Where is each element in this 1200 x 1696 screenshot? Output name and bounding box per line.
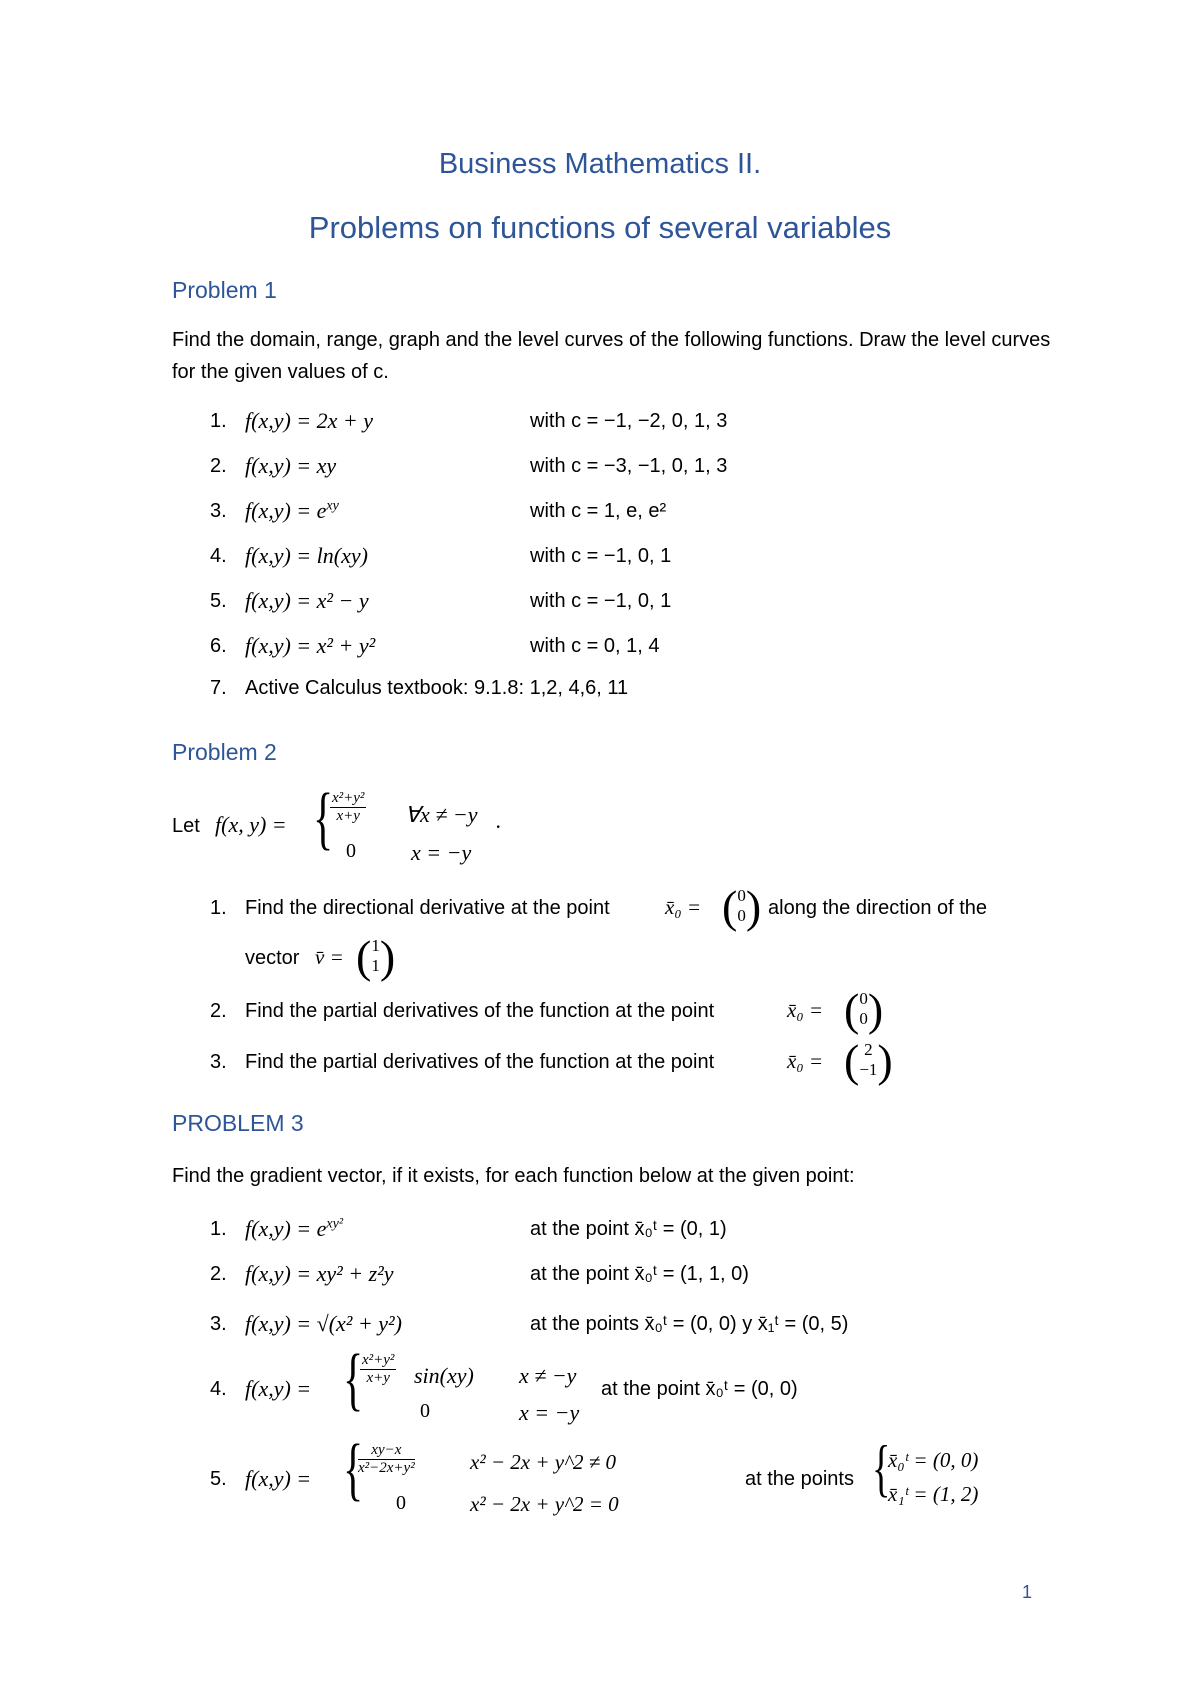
problem-3-item-5-number: 5. [210,1468,227,1490]
problem-2-let: Let [172,815,200,837]
problem-3-item-4-condition-1: x ≠ −y [519,1363,577,1388]
function-expression: f(x,y) = e [245,498,327,523]
vector-component: −1 [859,1060,878,1079]
problem-1-item-condition: with c = 1, e, e² [530,500,667,522]
problem-2-brace: { [313,780,334,857]
problem-3-item-number: 1. [210,1218,227,1240]
problem-3-item-5-fraction [358,1442,415,1477]
vector-component: 2 [864,1040,873,1059]
problem-1-item-function [245,633,375,659]
problem-3-item-function [245,1261,394,1287]
exponent: xy² [326,1216,344,1232]
problem-2-item-2-point-label: x̄₀ = [787,998,824,1022]
problem-2-fraction-numerator: x²+y² [332,790,365,806]
problem-3-item-5-point-2: x̄₁ᵗ = (1, 2) [888,1482,979,1506]
problem-2-item-3-number: 3. [210,1051,227,1073]
problem-3-item-4-rest: sin(xy) [414,1363,474,1388]
function-expression: f(x,y) = ln(xy) [245,543,368,568]
function-expression: f(x,y) = 2x + y [245,408,374,433]
fraction-denominator: x+y [366,1370,390,1386]
problem-3-item-5-condition-1: x² − 2x + y^2 ≠ 0 [470,1450,616,1474]
problem-1-item-number: 4. [210,545,227,567]
problem-3-item-condition: at the points x̄₀ᵗ = (0, 0) y x̄₁ᵗ = (0, 5) [530,1313,849,1335]
problem-3-item-4-tail: at the point x̄₀ᵗ = (0, 0) [601,1378,798,1400]
page-number: 1 [1022,1582,1033,1602]
problem-2-item-1-number: 1. [210,897,227,919]
problem-1-item-function [245,588,369,614]
problem-2-item-1-direction-vector: (1 1) [356,931,396,982]
problem-1-item-number: 3. [210,500,227,522]
problem-3-heading: PROBLEM 3 [172,1110,304,1136]
problem-2-heading: Problem 2 [172,739,277,765]
fraction-numerator: xy−x [358,1442,415,1460]
problem-3-item-4-value-2: 0 [420,1400,430,1422]
problem-3-item-5-condition-2: x² − 2x + y^2 = 0 [470,1492,619,1516]
problem-1-heading: Problem 1 [172,277,277,303]
problem-3-item-function [245,1311,402,1337]
problem-3-item-5-points-brace: { [872,1432,891,1503]
problem-2-case-1-condition: ∀x ≠ −y [405,802,478,827]
function-expression: f(x,y) = xy [245,453,337,478]
problem-1-item-function [245,453,336,479]
function-expression: f(x,y) = √(x² + y²) [245,1311,402,1336]
problem-1-item-number: 1. [210,410,227,432]
function-expression: f(x,y) = xy² + z²y [245,1261,394,1286]
problem-2-case-2-value: 0 [346,840,356,862]
problem-3-item-5-tail: at the points [745,1468,854,1490]
problem-3-item-4-brace: { [343,1341,364,1418]
problem-1-item-condition: with c = −1, 0, 1 [530,590,672,612]
problem-3-item-number: 3. [210,1313,227,1335]
problem-2-item-2-vector: (0 0) [844,984,884,1035]
problem-2-item-1-after: along the direction of the [768,897,988,919]
problem-2-fraction-denominator: x+y [336,808,360,824]
problem-2-item-1-point-label: x̄₀ = [665,895,702,919]
problem-3-item-4-lhs: f(x,y) = [245,1376,312,1401]
function-expression: f(x,y) = x² + y² [245,633,376,658]
problem-1-item-function [245,543,368,569]
problem-1-item-function [245,498,339,524]
problem-3-item-5-value-2: 0 [396,1492,406,1514]
problem-1-item-condition: with c = −3, −1, 0, 1, 3 [530,455,728,477]
problem-1-item-condition: with c = −1, −2, 0, 1, 3 [530,410,728,432]
problem-1-item-condition: with c = 0, 1, 4 [530,635,660,657]
problem-1-item-7-text: Active Calculus textbook: 9.1.8: 1,2, 4,6, 11 [245,677,629,699]
function-expression: f(x,y) = x² − y [245,588,369,613]
vector-component: 1 [371,956,380,975]
problem-2-fraction [330,790,366,825]
problem-2-item-1-text: Find the directional derivative at the point [245,897,610,919]
problem-3-item-5-brace: { [343,1431,364,1508]
problem-1-item-number: 2. [210,455,227,477]
problem-1-item-7-number: 7. [210,677,227,699]
vector-component: 0 [737,886,746,905]
problem-2-case-2-condition: x = −y [411,840,472,865]
problem-1-item-condition: with c = −1, 0, 1 [530,545,672,567]
vector-component: 1 [371,936,380,955]
problem-2-item-3-point-label: x̄₀ = [787,1049,824,1073]
problem-2-item-3-vector: ( 2 −1) [844,1035,893,1086]
problem-2-item-1-vector: (0 0) [722,881,762,932]
problem-2-function-lhs: f(x, y) = [215,812,287,837]
problem-3-intro: Find the gradient vector, if it exists, for each function below at the given point: [172,1165,855,1187]
problem-3-item-5-point-1: x̄₀ᵗ = (0, 0) [888,1448,979,1472]
vector-component: 0 [859,1009,868,1028]
page-subtitle: Problems on functions of several variables [308,210,892,245]
vector-component: 0 [737,906,746,925]
problem-3-item-4-fraction [360,1352,396,1387]
fraction-numerator: x²+y² [362,1352,395,1368]
problem-3-item-4-condition-2: x = −y [519,1400,580,1425]
problem-2-item-2-number: 2. [210,1000,227,1022]
problem-3-item-number: 2. [210,1263,227,1285]
vector-component: 0 [859,989,868,1008]
problem-1-item-number: 6. [210,635,227,657]
function-expression: f(x,y) = e [245,1216,327,1241]
problem-1-intro: Find the domain, range, graph and the level curves of the following functions. Draw the level curves for the given values of c. [172,329,1051,383]
problem-1-item-number: 5. [210,590,227,612]
exponent: xy [326,498,339,514]
problem-3-item-5-lhs: f(x,y) = [245,1466,312,1491]
problem-3-item-function [245,1216,343,1242]
problem-2-item-1-v-label: v̄ = [315,945,344,969]
problem-2-item-1-vector-text: vector [245,947,300,969]
problem-3-item-condition: at the point x̄₀ᵗ = (0, 1) [530,1218,727,1240]
problem-1-item-function [245,408,373,434]
problem-2-period: . [496,808,502,833]
page-title: Business Mathematics II. [438,148,762,180]
problem-3-item-4-number: 4. [210,1378,227,1400]
fraction-denominator: x²−2x+y² [358,1460,415,1476]
problem-2-item-2-text: Find the partial derivatives of the function at the point [245,1000,715,1022]
problem-3-item-condition: at the point x̄₀ᵗ = (1, 1, 0) [530,1263,749,1285]
problem-2-item-3-text: Find the partial derivatives of the function at the point [245,1051,715,1073]
